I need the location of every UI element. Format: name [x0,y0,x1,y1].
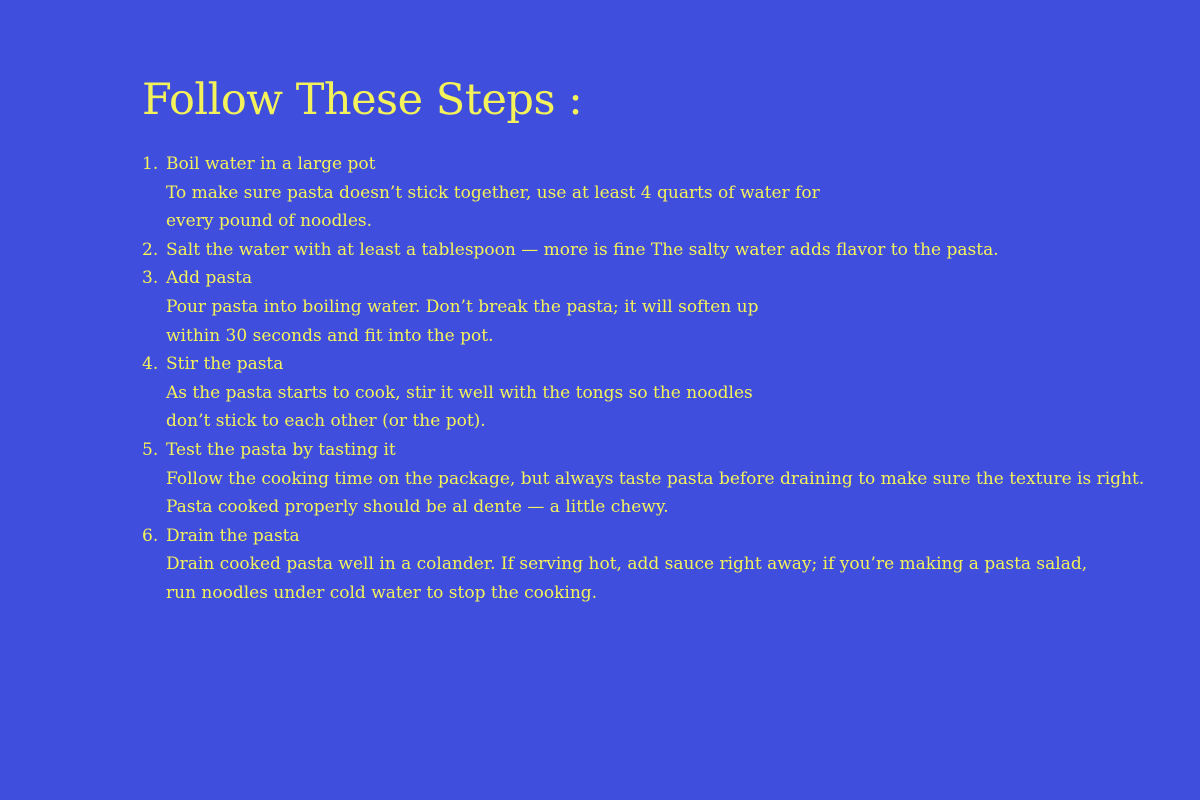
step-number: 6. [142,525,159,546]
step-description-line: Drain cooked pasta well in a colander. If serving hot, add sauce right away; if you’re making a pasta salad, [166,554,1088,575]
step-description-line: don’t stick to each other (or the pot). [166,411,486,432]
step-description-line: within 30 seconds and fit into the pot. [166,325,494,346]
steps-slide [142,70,1182,608]
step-number: 1. [142,154,159,174]
step-item-1 [142,150,1182,236]
page-title: Follow These Steps : [142,75,583,125]
step-description-line: As the pasta starts to cook, stir it well with the tongs so the noodles [166,382,753,403]
step-description-line: Pasta cooked properly should be al dente — a little chewy. [166,497,669,518]
step-description-line: Pour pasta into boiling water. Don’t break the pasta; it will soften up [166,296,759,317]
step-heading: Stir the pasta [166,354,284,375]
step-heading: Salt the water with at least a tablespoon — more is fine The salty water adds flavor to the pasta. [166,239,999,260]
step-heading: Test the pasta by tasting it [166,439,396,460]
step-heading: Boil water in a large pot [166,154,376,174]
step-number: 4. [142,354,159,375]
steps-list [142,150,1182,608]
step-description-line: To make sure pasta doesn’t stick together, use at least 4 quarts of water for [166,182,820,203]
step-number: 5. [142,439,159,460]
step-number: 3. [142,268,159,289]
step-description-line: Follow the cooking time on the package, but always taste pasta before draining to make sure the texture is right. [166,468,1145,489]
step-item-2 [142,236,1182,265]
step-item-6 [142,522,1182,608]
step-description-line: run noodles under cold water to stop the cooking. [166,582,598,603]
step-item-4 [142,350,1182,436]
step-item-5 [142,436,1182,522]
step-heading: Add pasta [166,268,253,289]
step-heading: Drain the pasta [166,525,300,546]
step-description-line: every pound of noodles. [166,211,373,232]
step-item-3 [142,264,1182,350]
step-number: 2. [142,239,159,260]
